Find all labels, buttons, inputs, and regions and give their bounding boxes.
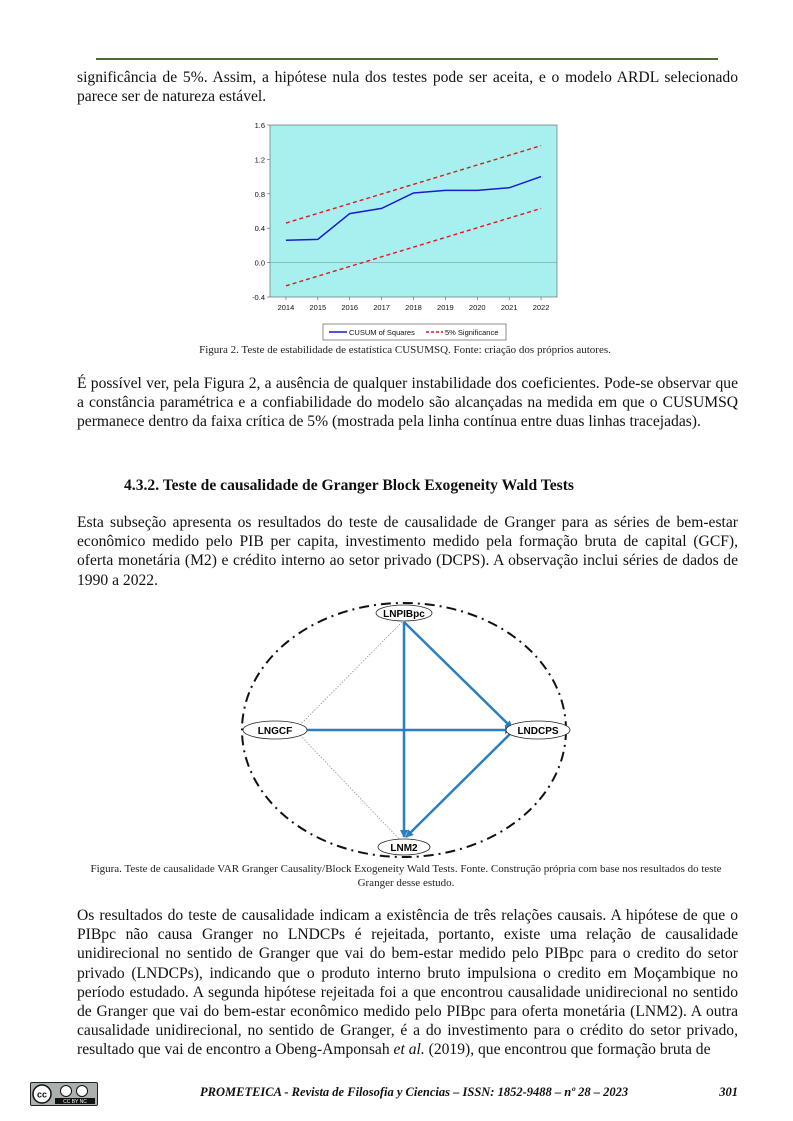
arrow-pib-to-dcps (404, 622, 512, 728)
node-lngcf (243, 721, 307, 739)
x-tick-label: 2021 (500, 303, 518, 312)
plot-area (270, 125, 557, 297)
figure-2-caption: Figura 2. Teste de estabilidade de estatística CUSUMSQ. Fonte: criação dos próprios autores. (199, 344, 611, 356)
dotted-link-left-bottom (296, 731, 402, 842)
y-tick-label: 1.6 (254, 121, 265, 130)
x-tick-label: 2016 (341, 303, 359, 312)
creative-commons-badge (30, 1082, 98, 1106)
svg-text:LNDCPS: LNDCPS (517, 726, 559, 737)
y-tick-label: 0.4 (254, 224, 265, 234)
x-tick-label: 2018 (405, 303, 422, 312)
figure-3-caption: Figura. Teste de causalidade VAR Granger Causality/Block Exogeneity Wald Tests. Fonte. Construção própria com base nos resultados do teste Granger desse estudo. (90, 863, 722, 889)
paragraph-3: Esta subseção apresenta os resultados do teste de causalidade de Granger para as séries de bem-estar econômico medido pelo PIB per capita, investimento medido pela formação bruta de capital (GCF), oferta monetária (M2) e crédito interno ao setor privado (DCPS). A observação inclui séries de dados de 1990 a 2022. (77, 514, 738, 589)
y-tick-label: 0.0 (254, 258, 265, 268)
header-rule (96, 58, 718, 60)
granger-causality-diagram (230, 596, 580, 858)
page-number: 301 (719, 1085, 738, 1099)
paragraph-1: significância de 5%. Assim, a hipótese nula dos testes pode ser aceita, e o modelo ARDL selecionado parece ser de natureza estável. (77, 69, 738, 106)
x-tick-label: 2017 (373, 303, 390, 312)
journal-citation: PROMETEICA - Revista de Filosofia y Ciencias – ISSN: 1852-9488 – nº 28 – 2023 (200, 1085, 629, 1099)
legend-label-significance: 5% Significance (445, 328, 499, 337)
node-lnpibpc (376, 605, 432, 621)
x-tick-label: 2020 (468, 303, 486, 312)
paragraph-4 (77, 906, 738, 1060)
arrow-dcps-to-m2 (406, 732, 512, 837)
et-al: et al. (393, 1041, 425, 1059)
svg-text:CC BY NC: CC BY NC (63, 1099, 87, 1105)
x-tick-label: 2015 (309, 303, 327, 312)
svg-text:LNPIBpc: LNPIBpc (383, 609, 425, 620)
paragraph-4-end: (2019), que encontrou que formação bruta de (424, 1041, 711, 1059)
paragraph-4-main: Os resultados do teste de causalidade indicam a existência de três relações causais. A hipótese de que o PIBpc não causa Granger no LNDCPs é rejeitada, portanto, existe uma relação de causalidade unidirecional no sentido de Granger que vai do bem-estar medido pelo PIBpc para o credito do setor privado (LNDCPs), indicando que o produto interno bruto impulsiona o credito em Moçambique no período estudado. A segunda hipótese rejeitada foi a que encontrou causalidade unidirecional no sentido de Granger que vai do bem-estar econômico medido pelo PIBpc para oferta monetária (LNM2). A outra causalidade unidirecional, no sentido de Granger, é a do investimento para o crédito do setor privado, resultado que vai de encontro a Obeng-Amponsah (77, 907, 738, 1059)
svg-text:LNM2: LNM2 (390, 843, 418, 854)
section-heading: 4.3.2. Teste de causalidade de Granger Block Exogeneity Wald Tests (124, 477, 574, 494)
svg-text:LNGCF: LNGCF (257, 726, 293, 737)
node-lnm2 (378, 839, 430, 855)
y-tick-label: 1.2 (254, 155, 265, 165)
y-tick-label: 0.8 (254, 189, 265, 199)
cusumsq-chart (243, 116, 573, 341)
chart-legend (323, 324, 506, 340)
dotted-link-top-left (296, 622, 402, 729)
y-tick-label: -0.4 (252, 293, 265, 302)
x-tick-label: 2014 (277, 303, 295, 312)
svg-text:cc: cc (36, 1089, 48, 1100)
node-lndcps (506, 721, 570, 739)
legend-label-cusum: CUSUM of Squares (349, 328, 415, 337)
x-tick-label: 2019 (437, 303, 454, 312)
x-tick-label: 2022 (532, 303, 550, 312)
paragraph-2: É possível ver, pela Figura 2, a ausência de qualquer instabilidade dos coeficientes. Pode-se observar que a constância paramétrica e a confiabilidade do modelo são alcançadas na medida em que o CUSUMSQ permanece dentro da faixa crítica de 5% (mostrada pela linha contínua entre duas linhas tracejadas). (77, 375, 738, 431)
